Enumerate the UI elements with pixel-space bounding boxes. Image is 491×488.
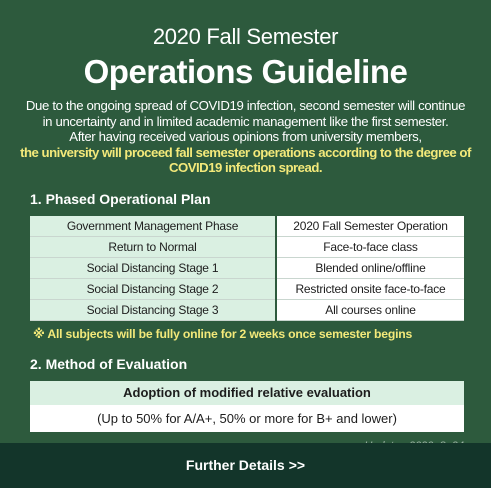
online-note: ※ All subjects will be fully online for 2 weeks once semester begins bbox=[33, 326, 413, 341]
description bbox=[12, 98, 479, 176]
header bbox=[0, 0, 491, 176]
evaluation-detail: (Up to 50% for A/A+, 50% or more for B+ and lower) bbox=[30, 405, 464, 432]
evaluation-box bbox=[30, 381, 464, 432]
operation-cell: Blended online/offline bbox=[276, 257, 464, 278]
further-details-button[interactable] bbox=[0, 443, 491, 488]
description-line: in uncertainty and in limited academic management like the first semester. bbox=[42, 113, 449, 129]
phased-plan-table bbox=[30, 216, 464, 321]
further-details-label: Further Details bbox=[185, 457, 285, 473]
phase-cell: Social Distancing Stage 1 bbox=[30, 257, 276, 278]
evaluation-heading: 2. Method of Evaluation bbox=[30, 355, 188, 372]
evaluation-title: Adoption of modified relative evaluation bbox=[30, 381, 464, 405]
table-row bbox=[30, 278, 464, 299]
double-chevron-right-icon: >> bbox=[288, 457, 306, 473]
phase-cell: Return to Normal bbox=[30, 236, 276, 257]
operation-cell: Face-to-face class bbox=[276, 236, 464, 257]
description-line: Due to the ongoing spread of COVID19 infection, second semester will continue bbox=[25, 98, 466, 113]
table-row bbox=[30, 257, 464, 278]
operation-cell: Restricted onsite face-to-face bbox=[276, 278, 464, 299]
column-header-phase: Government Management Phase bbox=[30, 216, 276, 237]
table-row bbox=[30, 299, 464, 320]
column-header-operation: 2020 Fall Semester Operation bbox=[276, 216, 464, 237]
highlight-line: COVID19 infection spread. bbox=[168, 160, 323, 175]
page-subtitle: 2020 Fall Semester bbox=[152, 24, 339, 49]
table-header-row bbox=[30, 216, 464, 237]
phase-cell: Social Distancing Stage 3 bbox=[30, 299, 276, 320]
operation-cell: All courses online bbox=[276, 299, 464, 320]
plan-heading: 1. Phased Operational Plan bbox=[30, 190, 211, 207]
highlight-line: the university will proceed fall semester operations according to the degree of bbox=[20, 144, 471, 160]
description-line: After having received various opinions from university members, bbox=[69, 129, 422, 144]
table-row bbox=[30, 236, 464, 257]
page-title: Operations Guideline bbox=[83, 53, 408, 90]
phase-cell: Social Distancing Stage 2 bbox=[30, 278, 276, 299]
